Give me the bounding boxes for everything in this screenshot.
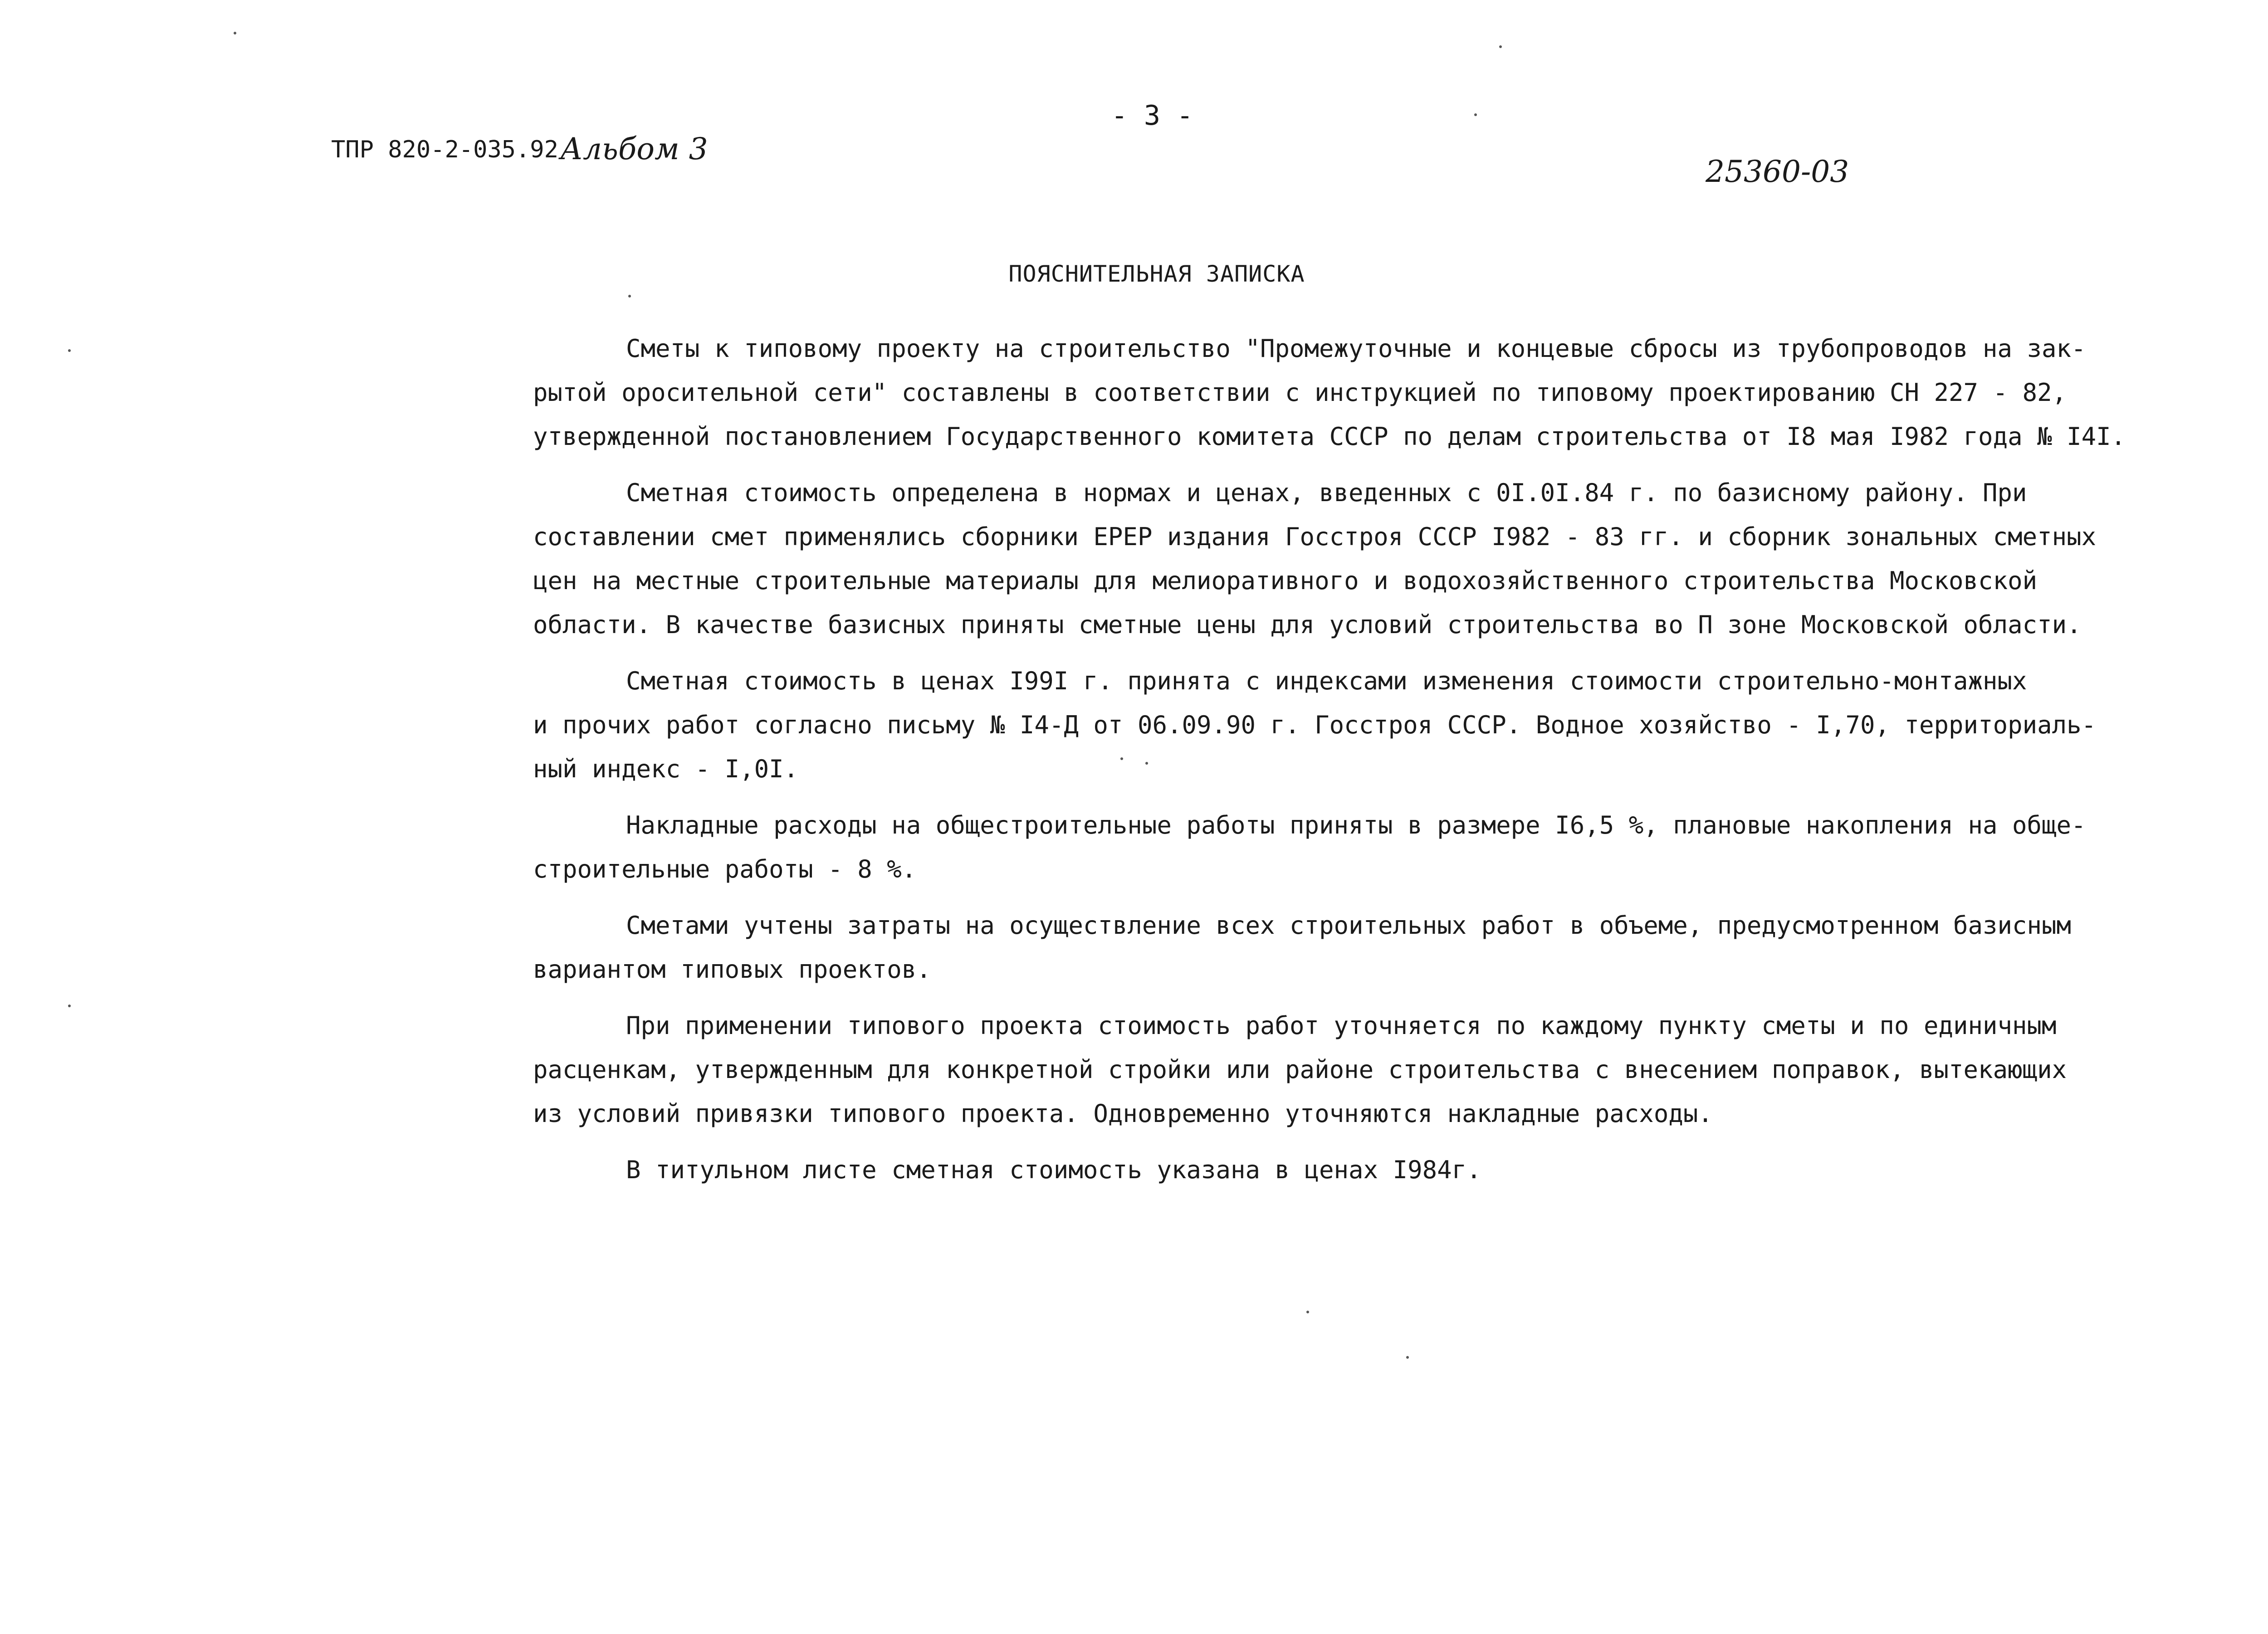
album-label: Альбом 3 (560, 132, 708, 166)
text-line: Накладные расходы на общестроительные работы приняты в размере I6,5 %, плановые накопления на обще- (626, 811, 2086, 839)
document-title: ПОЯСНИТЕЛЬНАЯ ЗАПИСКА (1008, 261, 1305, 287)
scan-speck (1120, 757, 1123, 760)
text-line: При применении типового проекта стоимость работ уточняется по каждому пункту сметы и по единичным (626, 1011, 2057, 1040)
explanatory-note-body (533, 327, 2126, 1204)
text-line: утвержденной постановлением Государственного комитета СССР по делам строительства от I8 мая I982 года № I4I. (533, 422, 2126, 451)
text-line: Сметы к типовому проекту на строительство "Промежуточные и концевые сбросы из трубопроводов на зак- (626, 334, 2086, 363)
archive-number: 25360-03 (1706, 154, 1849, 189)
text-line: строительные работы - 8 %. (533, 855, 917, 883)
paragraph-title-sheet (533, 1148, 2030, 1192)
scan-speck (68, 1005, 71, 1007)
text-line: составлении смет применялись сборники ЕРЕР издания Госстроя СССР I982 - 83 гг. и сборник зональных сметных (533, 522, 2097, 551)
page-number: - 3 - (1111, 100, 1193, 132)
text-line: расценкам, утвержденным для конкретной стройки или районе строительства с внесением поправок, вытекающих (533, 1055, 2067, 1084)
paragraph-cost-norms (533, 471, 2097, 647)
scan-speck (234, 32, 236, 34)
scan-speck (68, 349, 71, 352)
paragraph-overhead (533, 803, 2086, 891)
paragraph-scope (533, 903, 2072, 991)
text-line: В титульном листе сметная стоимость указана в ценах I984г. (626, 1156, 1481, 1184)
text-line: Сметами учтены затраты на осуществление всех строительных работ в объеме, предусмотренном базисным (626, 911, 2072, 940)
text-line: и прочих работ согласно письму № I4-Д от 06.09.90 г. Госстроя СССР. Водное хозяйство - I,70, территориаль- (533, 711, 2097, 739)
scan-speck (1474, 113, 1477, 116)
text-line: рытой оросительной сети" составлены в соответствии с инструкцией по типовому проектированию СН 227 - 82, (533, 378, 2067, 407)
text-line: Сметная стоимость в ценах I99I г. принята с индексами изменения стоимости строительно-монтажных (626, 667, 2027, 695)
scan-speck (1406, 1356, 1409, 1359)
scan-speck (1145, 762, 1148, 765)
scan-speck (1306, 1311, 1309, 1313)
text-line: цен на местные строительные материалы для мелиоративного и водохозяйственного строительства Московской (533, 566, 2038, 595)
text-line: ный индекс - I,0I. (533, 755, 799, 783)
scan-speck (1499, 45, 1502, 48)
paragraph-application (533, 1004, 2067, 1136)
paragraph-estimates-basis (533, 327, 2126, 458)
text-line: вариантом типовых проектов. (533, 955, 931, 984)
scan-speck (628, 295, 631, 298)
text-line: из условий привязки типового проекта. Одновременно уточняются накладные расходы. (533, 1099, 1713, 1128)
text-line: области. В качестве базисных приняты сметные цены для условий строительства во П зоне Московской области. (533, 610, 2082, 639)
paragraph-price-indexes (533, 659, 2097, 791)
document-code: ТПР 820-2-035.92 (331, 136, 558, 163)
text-line: Сметная стоимость определена в нормах и ценах, введенных с 0I.0I.84 г. по базисному району. При (626, 478, 2027, 507)
